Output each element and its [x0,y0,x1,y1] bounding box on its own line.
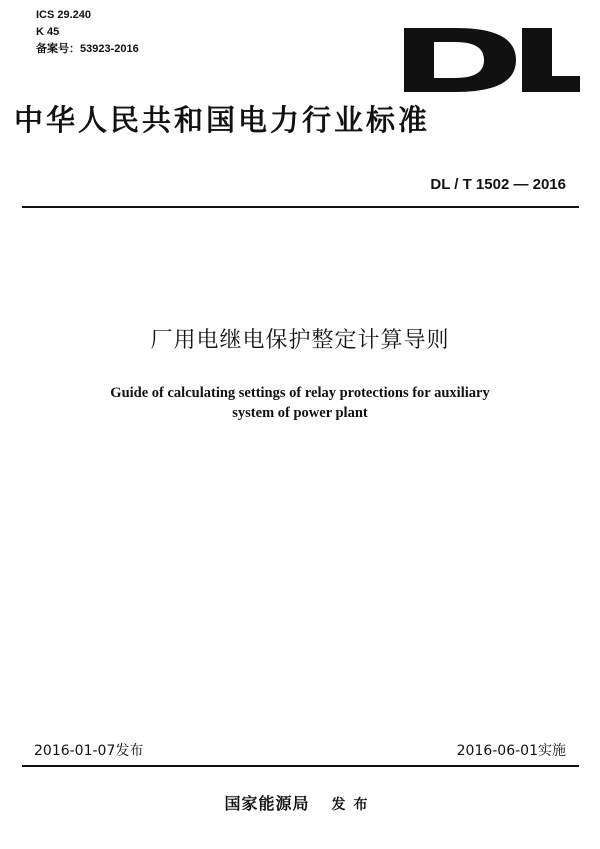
ics-code: ICS 29.240 [36,9,92,21]
bottom-divider [22,765,579,767]
dl-logo [404,28,580,92]
publish-label: 发布 [331,797,376,813]
english-title-line-2: system of power plant [232,405,368,421]
issuer-name: 国家能源局 [224,794,310,813]
filing-number: 备案号：53923-2016 [36,43,139,55]
dl-logo-letter-l [522,28,580,92]
industry-standard-title: 中华人民共和国电力行业标准 [14,103,431,137]
ccs-code: K 45 [36,26,60,38]
standard-number: DL / T 1502 — 2016 [430,176,566,193]
issuer-row [0,793,600,816]
issue-date: 2016-01-07发布 [34,743,144,759]
top-divider [22,206,579,208]
chinese-title: 厂用电继电保护整定计算导则 [150,328,450,353]
implementation-date: 2016-06-01实施 [456,743,566,759]
english-title-line-1: Guide of calculating settings of relay protections for auxiliary [110,385,490,401]
dl-logo-letter-d [404,28,516,92]
